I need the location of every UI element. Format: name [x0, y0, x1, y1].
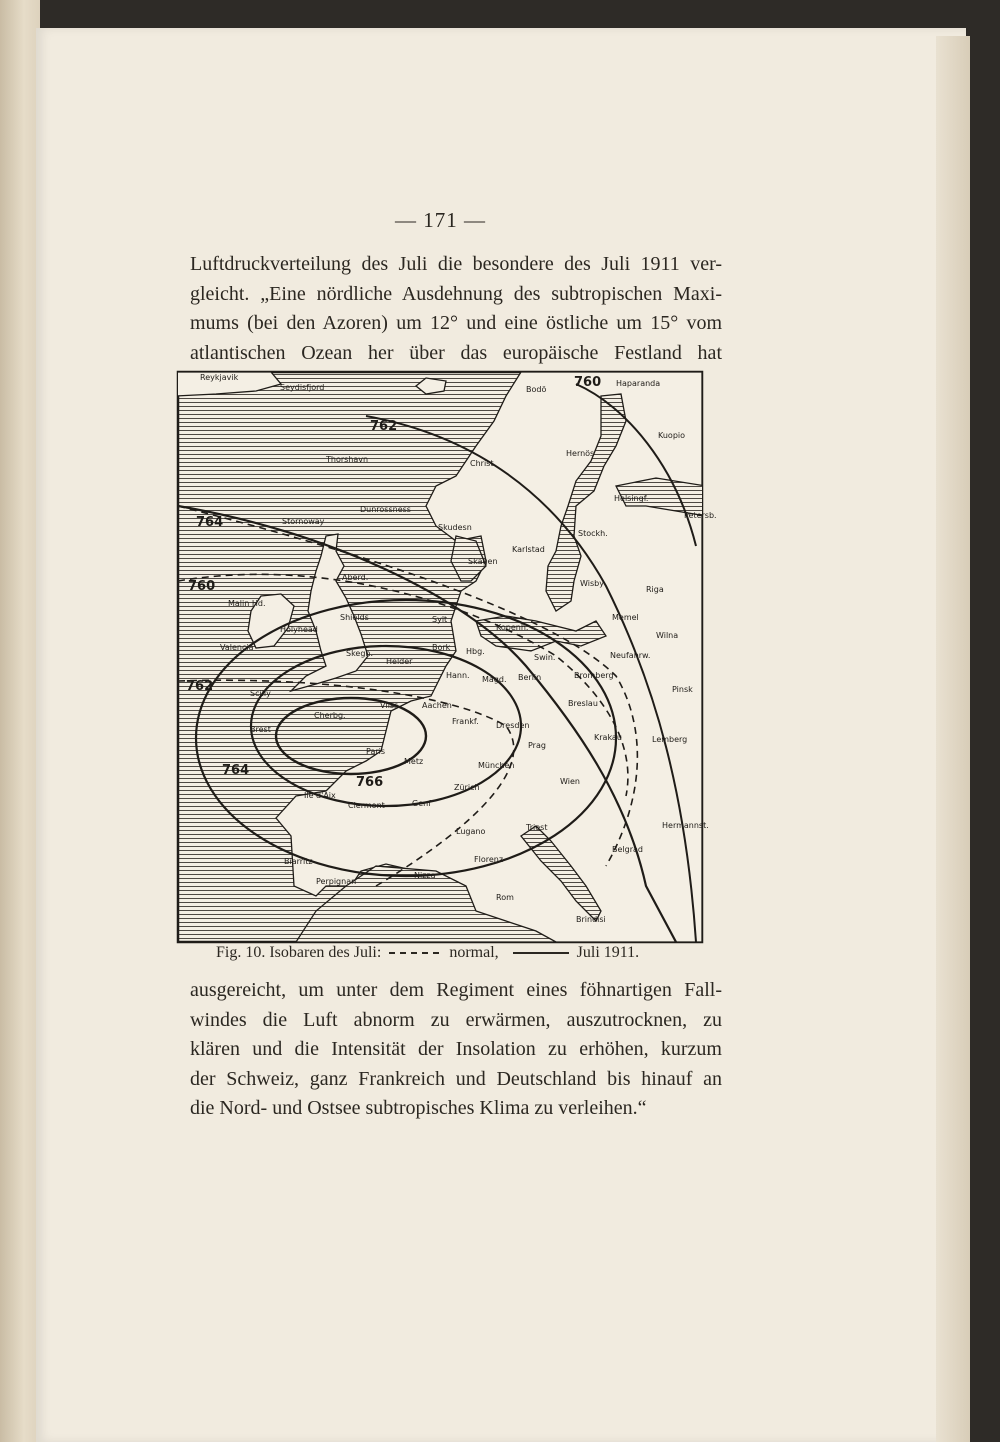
place-label: Christ	[470, 459, 494, 468]
figure-caption	[216, 944, 639, 962]
text-line: der Schweiz, ganz Frankreich und Deutschland bis hinauf an	[190, 1067, 722, 1090]
place-label: Scilly	[250, 689, 271, 698]
place-label: Zürich	[454, 783, 480, 792]
place-label: Bromberg	[574, 671, 614, 680]
place-label: Dresden	[496, 721, 530, 730]
dashed-line-legend-icon	[389, 952, 439, 954]
place-label: Neufahrw.	[610, 651, 651, 660]
place-label: Lemberg	[652, 735, 688, 744]
place-label: Hernös	[566, 449, 595, 458]
isobar-map-figure	[176, 366, 717, 944]
text-line: ausgereicht, um unter dem Regiment eines föhnartigen Fall-	[190, 979, 722, 1001]
text-line: atlantischen Ozean her über das europäische Festland hat	[190, 341, 722, 364]
place-label: Krakau	[594, 733, 622, 742]
book-spine	[0, 0, 40, 1442]
page-edge	[936, 36, 970, 1442]
place-label: Seydisfjord	[280, 383, 325, 392]
place-label: Karlstad	[512, 545, 545, 554]
place-label: Hann.	[446, 671, 470, 680]
place-label: Wisby	[580, 579, 604, 588]
caption-title: Fig. 10. Isobaren des Juli:	[216, 944, 382, 961]
place-label: Memel	[612, 613, 639, 622]
text-line: Luftdruckverteilung des Juli die besondere des Juli 1911 ver-	[190, 253, 722, 275]
place-label: Aberd.	[342, 573, 369, 582]
place-label: Magd.	[482, 675, 507, 684]
place-label: Vliss.	[380, 701, 401, 710]
place-label: Biarritz	[284, 857, 313, 866]
place-label: Sylt	[432, 615, 448, 624]
place-label: Hbg.	[466, 647, 485, 656]
isobar-label: 764	[196, 515, 224, 530]
place-label: Haparanda	[616, 379, 661, 388]
place-label: Kopenh.	[496, 623, 529, 632]
place-label: Wilna	[656, 631, 679, 640]
isobar-label: 762	[370, 419, 398, 434]
text-line: windes die Luft abnorm zu erwärmen, auszutrocknen, zu	[190, 1008, 722, 1031]
isobar-label: 762	[186, 679, 214, 694]
place-label: Nizza	[414, 871, 436, 880]
place-label: Skudesn	[438, 523, 472, 532]
place-label: Belgrad	[612, 845, 643, 854]
place-label: Ile d'Aix	[304, 791, 336, 800]
caption-normal: normal,	[449, 944, 499, 961]
text-line: die Nord- und Ostsee subtropisches Klima zu verleihen.“	[190, 1097, 647, 1119]
place-label: Lugano	[456, 827, 486, 836]
place-label: München	[478, 761, 515, 770]
place-label: Breslau	[568, 699, 598, 708]
place-label: Petersb.	[684, 511, 717, 520]
paragraph-bottom	[190, 976, 722, 1124]
place-label: Frankf.	[452, 717, 479, 726]
place-label: Reykjavik	[200, 373, 239, 382]
place-label: Prag	[528, 741, 546, 750]
isobar-map	[176, 366, 717, 944]
paragraph-top	[190, 250, 722, 368]
place-label: Paris	[366, 747, 386, 756]
place-label: Shields	[340, 613, 369, 622]
place-label: Thorshavn	[326, 455, 369, 464]
place-label: Bork	[432, 643, 451, 652]
place-label: Brest	[250, 725, 271, 734]
place-label: Skagen	[468, 557, 498, 566]
place-label: Holyhead	[280, 625, 318, 634]
place-label: Metz	[404, 757, 424, 766]
page-number: — 171 —	[395, 208, 486, 232]
place-label: Hermannst.	[662, 821, 709, 830]
place-label: Perpignan	[316, 877, 357, 886]
place-label: Swin.	[534, 653, 556, 662]
place-label: Wien	[560, 777, 580, 786]
place-label: Stornoway	[282, 517, 325, 526]
isobar-label: 760	[574, 375, 602, 390]
place-label: Brindisi	[576, 915, 606, 924]
place-label: Berlin	[518, 673, 542, 682]
place-label: Helsingf.	[614, 494, 649, 503]
isobar-label: 760	[188, 579, 216, 594]
isobar-label: 764	[222, 763, 250, 778]
place-label: Stockh.	[578, 529, 608, 538]
place-label: Valencia	[220, 643, 254, 652]
place-label: Clermont	[348, 801, 385, 810]
place-label: Rom	[496, 893, 514, 902]
place-label: Florenz	[474, 855, 504, 864]
place-label: Bodö	[526, 385, 547, 394]
caption-1911: Juli 1911.	[576, 944, 640, 961]
place-label: Pinsk	[672, 685, 693, 694]
place-label: Malin Hd.	[228, 599, 266, 608]
text-line: mums (bei den Azoren) um 12° und eine östliche um 15° vom	[190, 312, 722, 334]
place-label: Triest	[526, 823, 548, 832]
place-label: Dunrossness	[360, 505, 411, 514]
text-line: klären und die Intensität der Insolation zu erhöhen, kurzum	[190, 1038, 722, 1060]
place-label: Genf	[412, 799, 432, 808]
text-line: gleicht. „Eine nördliche Ausdehnung des subtropischen Maxi-	[190, 282, 722, 305]
place-label: Kuopio	[658, 431, 686, 440]
isobar-label: 766	[356, 775, 384, 790]
solid-line-legend-icon	[513, 952, 569, 954]
place-label: Aachen	[422, 701, 452, 710]
place-label: Helder	[386, 657, 413, 666]
place-label: Skegn.	[346, 649, 374, 658]
place-label: Cherbg.	[314, 711, 346, 720]
place-label: Riga	[646, 585, 664, 594]
